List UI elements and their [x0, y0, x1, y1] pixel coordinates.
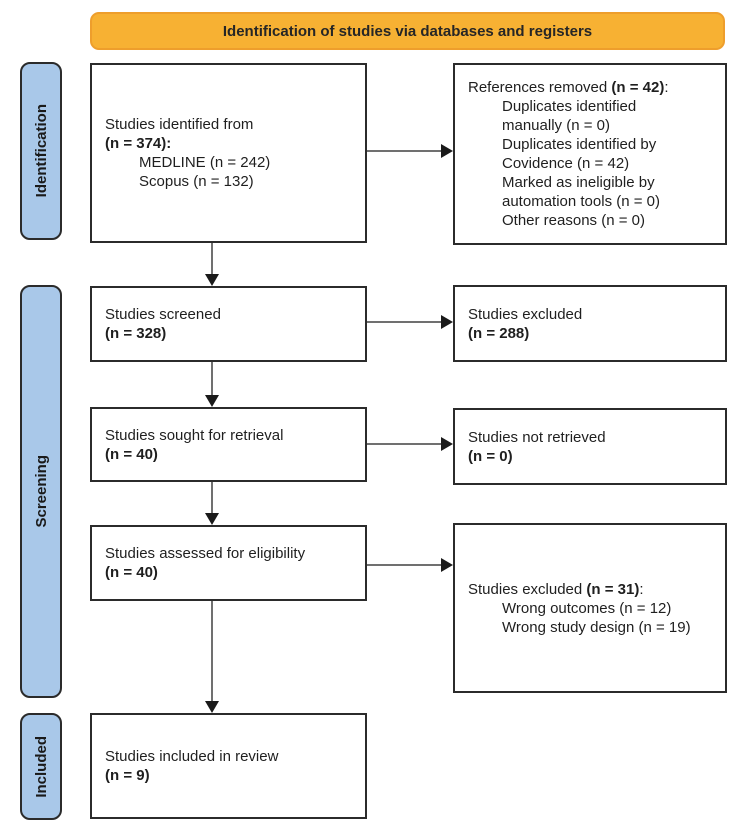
label-text: Wrong study design (n = 19) [502, 618, 691, 636]
box-line [105, 445, 357, 464]
box-line [105, 134, 357, 153]
label-text: Studies sought for retrieval [105, 426, 284, 444]
label-text: Studies not retrieved [468, 428, 606, 446]
box-line [468, 173, 717, 192]
label-text: Wrong outcomes (n = 12) [502, 599, 672, 617]
label-text: References removed [468, 79, 612, 96]
label-text: Marked as ineligible by [502, 174, 655, 191]
count-text: (n = 328) [105, 325, 167, 342]
box-line [105, 563, 357, 582]
stage-label-identification: Identification [32, 104, 50, 198]
stage-bar-identification [20, 62, 62, 240]
box-line [105, 172, 357, 191]
box-line [468, 618, 717, 637]
box-line [468, 447, 717, 466]
label-text: automation tools (n = 0) [502, 193, 661, 210]
label-text: Studies excluded [468, 580, 587, 598]
box-line [105, 426, 357, 445]
count-text: (n = 374): [105, 135, 172, 152]
box-studies-included [90, 713, 367, 819]
box-line [468, 211, 717, 230]
box-references-removed [453, 63, 727, 245]
count-text: (n = 0) [468, 447, 513, 465]
box-line [105, 324, 357, 343]
stage-bar-screening [20, 285, 62, 698]
box-studies-not-retrieved [453, 408, 727, 485]
box-line [468, 324, 717, 343]
count-text: (n = 42) [611, 79, 665, 96]
arrow-down-assessed-to-included [205, 601, 219, 713]
box-line [468, 599, 717, 618]
arrow-right-assessed-to-excluded [367, 558, 453, 572]
stage-label-included: Included [32, 735, 50, 798]
box-line [468, 428, 717, 447]
count-text: (n = 31) [586, 580, 640, 598]
box-studies-excluded-eligibility [453, 523, 727, 693]
label-text: Duplicates identified by [502, 136, 657, 153]
box-line [105, 544, 357, 563]
arrow-right-sought-to-not-retrieved [367, 437, 453, 451]
label-text: Other reasons (n = 0) [502, 212, 645, 229]
label-text: Covidence (n = 42) [502, 155, 630, 172]
arrow-down-screened-to-sought [205, 362, 219, 407]
box-line [105, 153, 357, 172]
box-line [468, 135, 717, 154]
label-text: Scopus (n = 132) [139, 173, 254, 190]
count-text: (n = 288) [468, 324, 530, 342]
box-line [468, 580, 717, 599]
arrow-right-screened-to-excluded [367, 315, 453, 329]
label-text: : [639, 580, 644, 598]
count-text: (n = 9) [105, 767, 150, 784]
banner-identification-via-databases [90, 12, 725, 50]
label-text: Studies assessed for eligibility [105, 545, 306, 562]
arrow-down-sought-to-assessed [205, 482, 219, 525]
label-text: Studies identified from [105, 116, 254, 133]
box-studies-assessed [90, 525, 367, 601]
arrow-down-identified-to-screened [205, 243, 219, 286]
box-studies-excluded [453, 285, 727, 362]
box-line [105, 766, 357, 785]
box-studies-sought [90, 407, 367, 482]
box-line [468, 78, 717, 97]
label-text: MEDLINE (n = 242) [139, 154, 271, 171]
stage-bar-included [20, 713, 62, 820]
box-line [468, 116, 717, 135]
box-line [105, 747, 357, 766]
box-studies-screened [90, 286, 367, 362]
banner-label: Identification of studies via databases and registers [222, 22, 593, 40]
box-line [468, 154, 717, 173]
count-text: (n = 40) [105, 445, 158, 463]
box-line [105, 115, 357, 134]
label-text: Studies excluded [468, 305, 583, 323]
arrow-right-identified-to-removed [367, 144, 453, 158]
label-text: manually (n = 0) [502, 117, 610, 134]
count-text: (n = 40) [105, 564, 158, 581]
label-text: : [664, 79, 669, 96]
label-text: Duplicates identified [502, 98, 637, 115]
box-line [468, 192, 717, 211]
stage-label-screening: Screening [32, 455, 50, 528]
box-line [105, 305, 357, 324]
label-text: Studies screened [105, 306, 221, 323]
box-line [468, 97, 717, 116]
box-studies-identified [90, 63, 367, 243]
box-line [468, 305, 717, 324]
label-text: Studies included in review [105, 748, 279, 765]
